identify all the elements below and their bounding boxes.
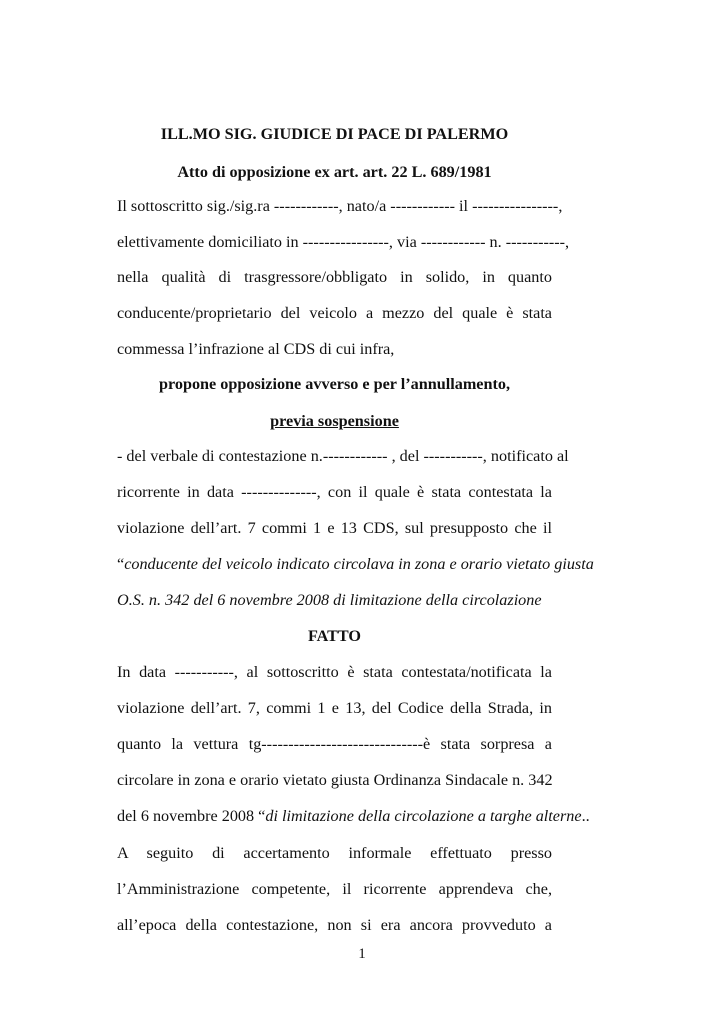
page-number: 1 bbox=[358, 946, 366, 962]
facts-line-6: A seguito di accertamento informale effettuato presso bbox=[117, 844, 552, 862]
subject-heading: Atto di opposizione ex art. art. 22 L. 689/1981 bbox=[177, 163, 492, 181]
facts-line-8: all’epoca della contestazione, non si era ancora provveduto a bbox=[117, 916, 552, 934]
intro-line-4: conducente/proprietario del veicolo a mezzo del quale è stata bbox=[117, 304, 552, 322]
object-line-2: ricorrente in data --------------, con il quale è stata contestata la bbox=[117, 483, 552, 501]
facts-line-1: In data -----------, al sottoscritto è stata contestata/notificata la bbox=[117, 663, 552, 681]
intro-line-3: nella qualità di trasgressore/obbligato in solido, in quanto bbox=[117, 268, 552, 286]
intro-line-1: Il sottoscritto sig./sig.ra ------------, nato/a ------------ il ----------------, bbox=[117, 197, 563, 215]
facts-line-3: quanto la vettura tg------------------------------è stata sorpresa a bbox=[117, 735, 552, 753]
request-line-2: previa sospensione bbox=[270, 412, 399, 430]
request-line-1: propone opposizione avverso e per l’annullamento, bbox=[158, 375, 511, 393]
opening-quote: “ bbox=[117, 555, 125, 573]
intro-line-2: elettivamente domiciliato in ----------------, via ------------ n. -----------, bbox=[117, 233, 570, 251]
facts-heading: FATTO bbox=[307, 627, 362, 645]
quoted-text-2: O.S. n. 342 del 6 novembre 2008 di limitazione della circolazione bbox=[117, 591, 542, 609]
object-line-3: violazione dell’art. 7 commi 1 e 13 CDS, sul presupposto che il bbox=[117, 519, 552, 537]
facts-line-5 bbox=[117, 806, 590, 826]
facts-line-7: l’Amministrazione competente, il ricorrente apprendeva che, bbox=[117, 880, 552, 898]
facts-line-4: circolare in zona e orario vietato giusta Ordinanza Sindacale n. 342 bbox=[117, 771, 553, 789]
facts-line-5-suffix: .. bbox=[581, 807, 590, 825]
object-line-4 bbox=[117, 554, 594, 574]
object-line-1: - del verbale di contestazione n.------------ , del -----------, notificato al bbox=[117, 447, 569, 465]
facts-line-5-quote: di limitazione della circolazione a targhe alterne bbox=[265, 807, 582, 825]
addressee-heading: ILL.MO SIG. GIUDICE DI PACE DI PALERMO bbox=[160, 125, 509, 143]
quoted-text-1: conducente del veicolo indicato circolava in zona e orario vietato giusta bbox=[124, 555, 594, 573]
intro-line-5: commessa l’infrazione al CDS di cui infra, bbox=[117, 340, 395, 358]
facts-line-2: violazione dell’art. 7, commi 1 e 13, del Codice della Strada, in bbox=[117, 699, 552, 717]
facts-line-5-prefix: del 6 novembre 2008 “ bbox=[117, 807, 266, 825]
